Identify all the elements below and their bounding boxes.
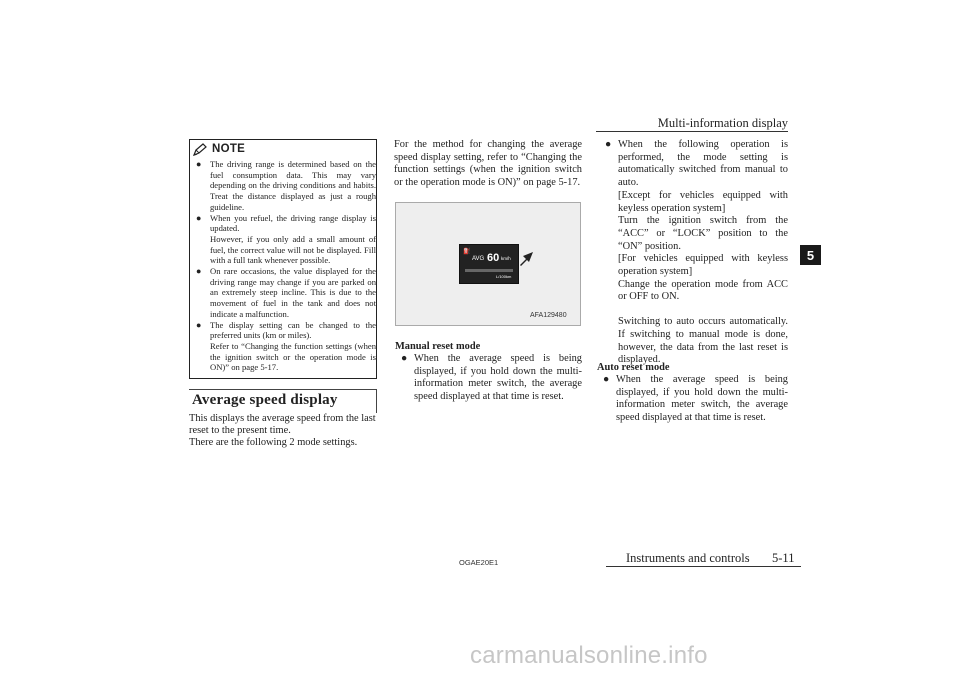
document-code: OGAE20E1 — [459, 558, 499, 567]
note-item — [196, 266, 376, 320]
note-paragraph: However, if you only add a small amount of fuel, the correct value will not be displayed. Fill with a full tank whenever possible. — [210, 233, 376, 266]
body-paragraph: This displays the average speed from the last reset to the present time. — [189, 413, 376, 437]
intro-paragraph: For the method for changing the average speed display setting, refer to “Changing the function settings (when the ignition switch or the operation mode is ON)” on page 5-17. — [394, 139, 582, 189]
auto-switch-paragraph: Turn the ignition switch from the “ACC” or “LOCK” position to the “ON” position. — [618, 215, 788, 252]
note-paragraph: Refer to “Changing the function settings (when the ignition switch or the operation mode is ON)” on page 5-17. — [210, 340, 376, 373]
bullet-icon: ● — [196, 266, 202, 277]
header-rule — [596, 131, 788, 132]
auto-reset-heading: Auto reset mode — [597, 362, 670, 373]
note-header — [193, 142, 245, 156]
note-item — [196, 213, 376, 267]
note-paragraph: On rare occasions, the value displayed for the driving range may change if you are parked on an extremely steep incline. This is due to the movement of fuel in the tank and does not indicate a malfunction. — [210, 266, 376, 319]
section-title: Average speed display — [192, 392, 338, 408]
figure-code: AFA129480 — [530, 312, 567, 319]
auto-switch-paragraph: When the following operation is performed, the mode setting is automatically switched from manual to auto. — [618, 139, 788, 189]
auto-switch-note: Switching to auto occurs automatically. If switching to manual mode is done, however, the data from the last reset is displayed. — [618, 316, 788, 366]
bullet-icon: ● — [401, 353, 408, 364]
manual-reset-heading: Manual reset mode — [395, 341, 481, 352]
manual-reset-item — [401, 353, 582, 404]
watermark: carmanualsonline.info — [470, 642, 708, 669]
bullet-icon: ● — [603, 374, 610, 385]
chapter-tab: 5 — [800, 245, 821, 265]
auto-switch-paragraph: Change the operation mode from ACC or OFF to ON. — [618, 278, 788, 303]
auto-switch-paragraph: [For vehicles equipped with keyless operation system] — [618, 253, 788, 278]
auto-reset-text: When the average speed is being displayed, if you hold down the multi-information meter switch, the average speed displayed at that time is reset. — [616, 374, 788, 424]
note-paragraph: When you refuel, the driving range display is updated. — [210, 212, 376, 234]
note-label: NOTE — [212, 143, 246, 155]
meter-value: 60 — [487, 252, 500, 264]
body-paragraph: There are the following 2 mode settings. — [189, 437, 358, 449]
footer-rule — [606, 566, 801, 567]
auto-switch-paragraph: [Except for vehicles equipped with keyless operation system] — [618, 189, 788, 214]
section-body — [189, 413, 379, 450]
running-header: Multi-information display — [657, 116, 788, 130]
note-paragraph: The display setting can be changed to the preferred units (km or miles). — [210, 319, 376, 341]
note-pencil-icon — [193, 143, 208, 156]
footer-section: Instruments and controls — [626, 551, 750, 565]
manual-reset-text: When the average speed is being displayed, if you hold down the multi-information meter switch, the average speed displayed at that time is reset. — [414, 353, 582, 403]
meter-display-illustration — [459, 244, 519, 284]
bullet-icon: ● — [196, 319, 202, 330]
bullet-icon: ● — [196, 212, 202, 223]
note-item — [196, 159, 376, 213]
page-number: 5-11 — [772, 551, 795, 565]
meter-unit: km/h — [501, 256, 511, 261]
meter-scale-unit: L/100km — [496, 274, 512, 279]
bullet-icon: ● — [605, 139, 612, 150]
fuel-pump-icon: ⛽ — [463, 249, 471, 255]
bullet-icon: ● — [196, 159, 202, 169]
note-item — [196, 320, 376, 374]
pointer-arrow-icon — [518, 250, 538, 266]
meter-bar — [465, 269, 513, 272]
note-paragraph: The driving range is determined based on the fuel consumption data. This may vary depending on the driving conditions and habits. Treat the distance displayed as just a rough guideline. — [210, 159, 376, 212]
meter-label: AVG — [472, 256, 485, 262]
auto-reset-item — [603, 374, 788, 425]
auto-switch-item — [605, 139, 788, 367]
note-list — [196, 159, 376, 373]
